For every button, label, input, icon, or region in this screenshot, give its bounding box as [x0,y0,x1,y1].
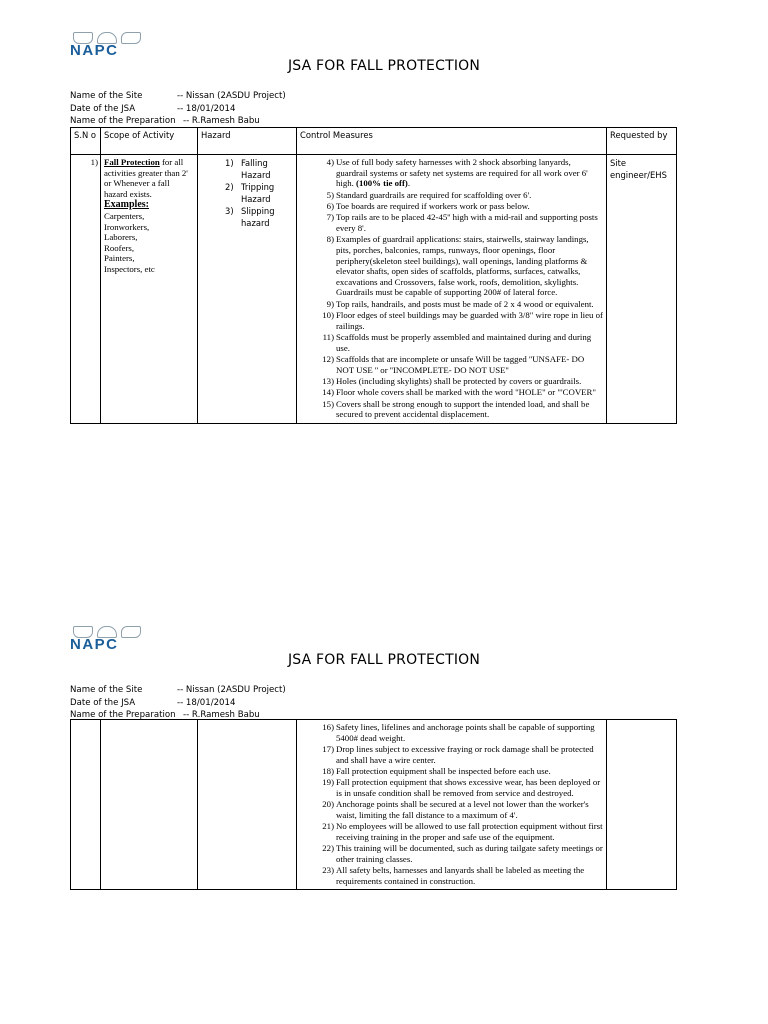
control-num: 23) [322,865,334,876]
list-item [300,332,603,353]
info-label: Date of the JSA [70,697,136,708]
control-text: Standard guardrails are required for scaffolding over 6'. [336,189,532,200]
control-num: 12) [322,354,334,365]
list-item [300,843,603,864]
list-item [300,157,603,189]
scope-text: for all activities greater than 2' or Whenever a fall hazard exists. [104,157,188,199]
cell-hazard [198,720,297,890]
list-item [201,181,293,205]
control-text: All safety belts, harnesses and lanyards shall be labeled as meeting the requirements contained in construction. [336,865,585,886]
header-sno: S.N o [71,128,101,155]
info-value: -- 18/01/2014 [177,697,236,708]
list-item [300,722,603,743]
header-hazard: Hazard [198,128,297,155]
list-item [300,865,603,886]
list-item [300,201,603,212]
examples-label: Examples: [104,199,149,211]
list-item [300,744,603,765]
jsa-table-continued [70,719,677,890]
control-num: 17) [322,743,334,754]
control-num: 20) [322,799,334,810]
control-num: 14) [322,387,334,398]
control-num: 19) [322,777,334,788]
list-item [201,205,293,229]
document-title: JSA FOR FALL PROTECTION [287,58,481,74]
cell-requested: Site engineer/EHS [607,155,677,424]
example-item: Carpenters, [104,210,145,221]
list-item [300,777,603,798]
example-item: Laborers, [104,232,138,243]
control-num: 9) [326,298,334,309]
header-scope: Scope of Activity [101,128,198,155]
control-text: Floor whole covers shall be marked with the word "HOLE" or "'COVER" [336,387,597,398]
list-item [300,387,603,398]
example-item: Roofers, [104,242,135,253]
list-item [300,821,603,842]
hazard-list [201,157,293,229]
control-text: This training will be documented, such as during tailgate safety meetings or other training classes. [336,843,603,864]
control-text: Holes (including skylights) shall be protected by covers or guardrails. [336,376,582,387]
control-num: 8) [326,234,334,245]
cell-scope [101,155,198,424]
info-label: Name of the Site [70,91,143,101]
control-text: Drop lines subject to excessive fraying or rock damage shall be protected and shall have a wire center. [336,743,594,765]
header-control: Control Measures [297,128,607,155]
control-text: Examples of guardrail applications: stairs, stairwells, stairway landings, pits, porches, balconies, ramps, runways, floor openings, floor periphery(skeleton steel buildings), wall openings, landing platforms & elevator shafts, open sides of scaffolds, platforms, surfaces, catwalks, excavations and Crossovers, false work, roofs, demolition, skylights. Guardrails must be capable of supporting 200# of lateral force. [336,234,589,298]
hazard-text: Falling Hazard [241,158,271,180]
list-item [300,299,603,310]
list-item [300,212,603,233]
table-row [71,720,677,890]
control-text: No employees will be allowed to use fall protection equipment without first receiving training in the proper and safe use of the equipment. [336,821,603,842]
control-text: Safety lines, lifelines and anchorage points shall be capable of supporting 5400# dead weight. [336,722,595,743]
info-label: Name of the Preparation [70,116,176,126]
control-text: Scaffolds that are incomplete or unsafe Will be tagged ''UNSAFE- DO NOT USE '' or ''INCOMPLETE- DO NOT USE'' [336,354,585,375]
control-num: 10) [322,310,334,321]
jsa-table [70,127,677,424]
control-num: 13) [322,376,334,387]
example-item: Painters, [104,253,135,264]
control-num: 15) [322,398,334,409]
list-item [300,799,603,820]
logo-wordmark: NAPC [70,42,119,59]
control-num: 22) [322,843,334,854]
list-item [300,190,603,201]
control-num: 4) [326,157,334,167]
table-header-row [71,128,677,155]
napc-logo [70,624,142,652]
list-item [300,234,603,298]
info-label: Name of the Preparation [70,710,176,720]
control-text: Top rails, handrails, and posts must be made of 2 x 4 wood or equivalent. [336,298,594,309]
list-item [300,399,603,420]
info-value: -- R.Ramesh Babu [183,116,260,126]
hazard-num: 1) [225,158,234,168]
info-value: -- Nissan (2ASDU Project) [177,91,286,101]
document-title: JSA FOR FALL PROTECTION [287,652,481,668]
logo-wordmark: NAPC [70,636,119,653]
control-text: Top rails are to be placed 42-45'' high with a mid-rail and supporting posts every 8'. [336,212,598,233]
header-requested: Requested by [607,128,677,155]
cell-hazard [198,155,297,424]
cell-control [297,720,607,890]
control-num: 6) [326,200,334,211]
control-text: Covers shall be strong enough to support the intended load, and shall be secured to prevent accidental displacement. [336,398,590,420]
example-item: Inspectors, etc [104,263,155,274]
control-text: Fall protection equipment shall be inspected before each use. [336,765,551,776]
hazard-num: 3) [225,206,234,216]
cell-sno [71,155,101,424]
napc-logo [70,30,142,58]
table-row [71,155,677,424]
control-num: 21) [322,821,334,832]
list-item [300,376,603,387]
control-num: 16) [322,722,334,732]
cell-sno [71,720,101,890]
control-num: 5) [326,189,334,200]
cell-scope [101,720,198,890]
info-label: Date of the JSA [70,103,136,114]
list-item [300,354,603,375]
info-value: -- Nissan (2ASDU Project) [177,685,286,695]
control-num: 7) [326,212,334,223]
list-item [300,766,603,777]
control-text: Floor edges of steel buildings may be guarded with 3/8" wire rope in lieu of railings. [336,310,603,331]
control-text: Anchorage points shall be secured at a level not lower than the worker's waist, limiting the fall distance to a maximum of 4'. [336,799,589,820]
control-text: Toe boards are required if workers work or pass below. [336,200,530,211]
control-text: Scaffolds must be properly assembled and maintained during and during use. [336,332,592,353]
scope-bold: Fall Protection [104,157,160,167]
example-item: Ironworkers, [104,221,150,232]
control-text: Fall protection equipment that shows excessive wear, has been deployed or is in unsafe condition shall be removed from service and destroyed. [336,777,601,798]
control-num: 11) [322,332,334,343]
info-label: Name of the Site [70,685,143,695]
control-bold: (100% tie off) [356,178,408,189]
info-value: -- 18/01/2014 [177,103,236,114]
list-item [201,157,293,181]
hazard-text: Slipping hazard [241,206,275,228]
control-text: Use of full body safety harnesses with 2 shock absorbing lanyards, guardrail systems or safety net systems are required for all work over 6' high. [336,157,588,189]
control-list [300,157,603,420]
control-num: 18) [322,765,334,776]
hazard-text: Tripping Hazard [241,182,275,204]
sno-value: 1) [90,157,98,167]
control-list [300,722,603,886]
hazard-num: 2) [225,182,234,192]
cell-requested [607,720,677,890]
list-item [300,310,603,331]
control-tail: . [407,178,411,189]
info-value: -- R.Ramesh Babu [183,710,260,720]
cell-control [297,155,607,424]
